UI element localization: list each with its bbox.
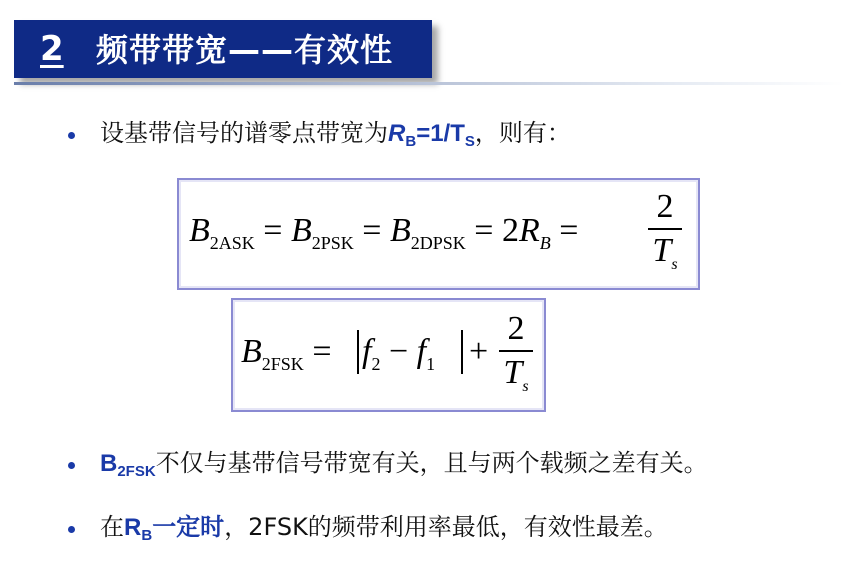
formula-2: $B_{2FSK}$ =	[241, 333, 332, 374]
section-title: 频带带宽——有效性	[96, 31, 394, 69]
formula-1: $B_{2ASK} = B_{2PSK} = B_{2DPSK} = 2R_B$ =	[189, 212, 579, 253]
bullet-2-text: $B_{2FSK}$不仅与基带信号带宽有关，且与两个载频之差有关。	[100, 449, 708, 480]
b2fsk-symbol: $B_{2FSK}$	[100, 450, 156, 480]
formula-1-fraction: 2 $T_s$	[648, 188, 682, 284]
rb-symbol-2: $R_B$一定时	[124, 513, 225, 544]
rb-symbol: $R_B=1/T_S$	[388, 120, 475, 150]
bullet-1-prefix: 设基带信号的谱零点带宽为	[100, 119, 388, 147]
formula-2-diff: $f_2 - f_1$	[362, 333, 436, 374]
formula-2-fraction: 2 $T_s$	[499, 310, 533, 406]
abs-bar-left	[357, 330, 359, 374]
bullet-dot-2	[68, 462, 75, 469]
bullet-dot-1	[68, 132, 75, 139]
bullet-1-suffix: ，则有：	[474, 119, 571, 147]
bullet-1-text	[100, 118, 571, 157]
title-underline	[14, 82, 844, 85]
abs-bar-right	[461, 330, 463, 374]
formula-2-plus: +	[469, 333, 489, 370]
section-number: 2	[40, 29, 64, 69]
bullet-dot-3	[68, 526, 75, 533]
bullet-3-text: 在$R_B$一定时，2FSK的频带利用率最低，有效性最差。	[100, 513, 668, 544]
